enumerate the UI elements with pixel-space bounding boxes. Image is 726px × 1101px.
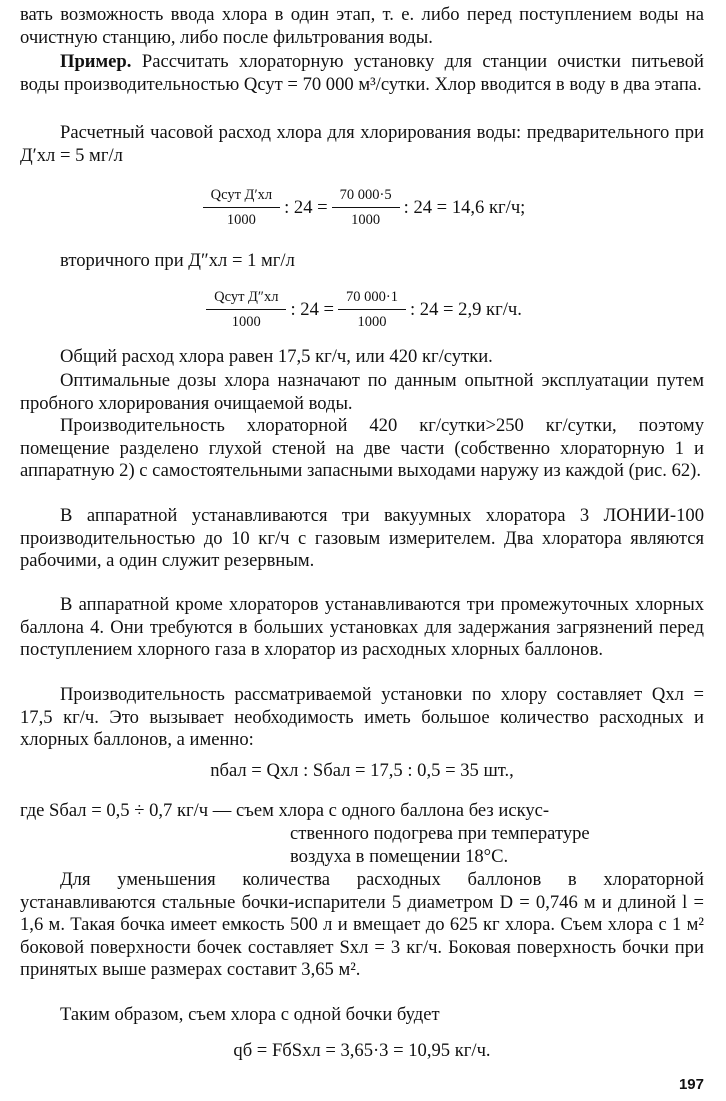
where-line-3: воздуха в помещении 18°C. xyxy=(290,846,509,867)
equation-preliminary xyxy=(20,186,704,229)
fraction-1-denominator: 1000 xyxy=(203,207,280,229)
fraction-4-denominator: 1000 xyxy=(338,309,406,331)
example-lead: Пример. xyxy=(60,51,132,72)
page-number: 197 xyxy=(678,1076,704,1093)
fraction-2-numerator: 70 000·5 xyxy=(339,187,392,203)
example-text: Рассчитать хлораторную установку для станции очистки питьевой воды производительностью Qсут = 70 000 м³/сутки. Хлор вводится в воду в два этапа. xyxy=(20,51,704,95)
paragraph-secondary: вторичного при Д″хл = 1 мг/л xyxy=(60,250,295,271)
fraction-3-numerator: Qсут Д″хл xyxy=(214,289,279,305)
paragraph-total: Общий расход хлора равен 17,5 кг/ч, или 420 кг/сутки. xyxy=(60,346,493,367)
fraction-4-numerator: 70 000·1 xyxy=(346,289,398,305)
paragraph-capacity: Производительность хлораторной 420 кг/сутки>250 кг/сутки, поэтому помещение разделено глухой стеной на две части (собственно хлораторную 1 и аппаратную 2) с самостоятельными запасными выходами наружу из каждой (рис. 62). xyxy=(20,415,704,482)
equation-cylinders: nбал = Qхл : Sбал = 17,5 : 0,5 = 35 шт., xyxy=(210,760,514,781)
equation-1-result: : 24 = 14,6 кг/ч; xyxy=(403,196,526,218)
paragraph-intro: вать возможность ввода хлора в один этап, т. е. либо перед поступлением воды на очистную станцию, либо после фильтрования воды. xyxy=(20,4,704,48)
fraction-3 xyxy=(206,288,286,331)
equation-2-middle: : 24 = xyxy=(290,298,334,320)
paragraph-conclusion: Таким образом, съем хлора с одной бочки будет xyxy=(60,1004,440,1025)
fraction-1-numerator: Qсут Д′хл xyxy=(210,187,273,203)
paragraph-production: Производительность рассматриваемой установки по хлору составляет Qхл = 17,5 кг/ч. Это вызывает необходимость иметь большое количество расходных и хлорных баллонов, а именно: xyxy=(20,684,704,751)
equation-2-result: : 24 = 2,9 кг/ч. xyxy=(409,298,522,320)
paragraph-example xyxy=(20,51,704,96)
fraction-2 xyxy=(332,186,400,229)
equation-1-middle: : 24 = xyxy=(284,196,328,218)
fraction-4 xyxy=(338,288,406,331)
paragraph-hourly-consumption: Расчетный часовой расход хлора для хлорирования воды: предварительного при Д′хл = 5 мг/л xyxy=(20,122,704,166)
paragraph-optimal-doses: Оптимальные дозы хлора назначают по данным опытной эксплуатации путем пробного хлорирования очищаемой воды. xyxy=(20,370,704,414)
paragraph-chlorinators: В аппаратной устанавливаются три вакуумных хлоратора 3 ЛОНИИ-100 производительностью до 10 кг/ч с газовым измерителем. Два хлоратора являются рабочими, а один служит резервным. xyxy=(20,505,704,572)
where-line-1: где Sбал = 0,5 ÷ 0,7 кг/ч — съем хлора с одного баллона без искус- xyxy=(20,800,550,821)
fraction-3-denominator: 1000 xyxy=(206,309,286,331)
equation-secondary xyxy=(20,288,704,331)
paragraph-cylinders: В аппаратной кроме хлораторов устанавливаются три промежуточных хлорных баллона 4. Они требуются в больших установках для задержания загрязнений перед поступлением хлорного газа в хлоратор из расходных хлорных баллонов. xyxy=(20,594,704,661)
where-line-2: ственного подогрева при температуре xyxy=(290,823,590,844)
fraction-1 xyxy=(203,186,280,229)
paragraph-evaporators: Для уменьшения количества расходных баллонов в хлораторной устанавливаются стальные бочки-испарители 5 диаметром D = 0,746 м и длиной l = 1,6 м. Такая бочка имеет емкость 500 л и вмещает до 625 кг хлора. Съем хлора с 1 м² боковой поверхности бочек составляет Sхл = 3 кг/ч. Боковая поверхность бочки при принятых выше размерах составит 3,65 м². xyxy=(20,869,704,981)
fraction-2-denominator: 1000 xyxy=(332,207,400,229)
equation-barrel: qб = FбSхл = 3,65·3 = 10,95 кг/ч. xyxy=(233,1040,491,1061)
